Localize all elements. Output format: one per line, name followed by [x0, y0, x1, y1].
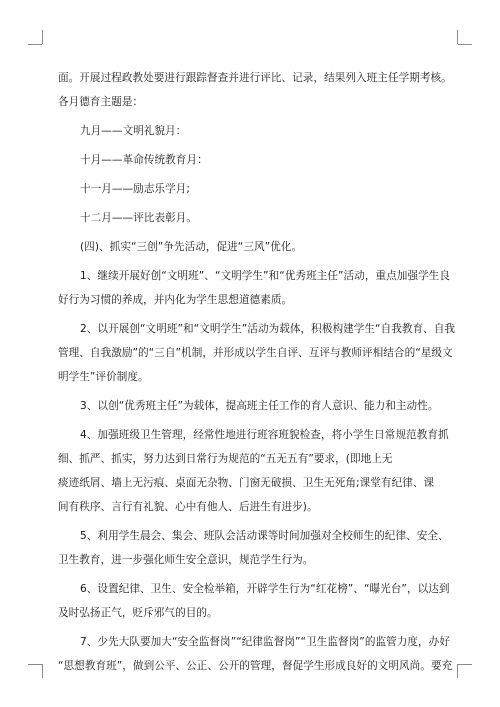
text-line: 5、利用学生晨会、集会、班队会活动课等时间加强对全校师生的纪律、安全、: [80, 530, 449, 542]
crop-mark-top-right-v: [457, 30, 458, 44]
crop-mark-bottom-right-v: [457, 664, 458, 678]
text-line: 痰迹纸屑、墙上无污痕、桌面无杂物、门窗无破损、卫生无死角;课堂有纪律、课: [58, 477, 435, 489]
crop-mark-top-right-h: [458, 44, 472, 45]
document-body: [58, 66, 456, 678]
text-line: 九月——文明礼貌月：: [80, 125, 187, 137]
text-line: 十一月——励志乐学月;: [80, 183, 191, 195]
text-line: 管理、自我激励”的“三自”机制，并形成以学生自评、互评与教师评相结合的“星级文: [58, 347, 453, 359]
crop-mark-top-left-h: [28, 44, 42, 45]
text-line: 7、少先大队要加大“安全监督岗”“纪律监督岗”“卫生监督岗”的监管力度，办好: [80, 636, 450, 648]
text-line: 各月德育主题是：: [58, 96, 144, 108]
text-line: 卫生教育，进一步强化师生安全意识，规范学生行为。: [58, 554, 314, 566]
text-line: 好行为习惯的养成，并内化为学生思想道德素质。: [58, 294, 293, 306]
text-line: 间有秩序、言行有礼貌、心中有他人、后进生有进步)。: [58, 501, 318, 513]
text-line: 十月——革命传统教育月：: [80, 154, 208, 166]
text-line: 细、抓严、抓实，努力达到日常行为规范的“五无五有”要求，(即地上无: [58, 453, 393, 465]
crop-mark-bottom-right-h: [458, 664, 472, 665]
crop-mark-bottom-left-h: [28, 664, 42, 665]
text-line: “思想教育班”，做到公平、公正、公开的管理，督促学生形成良好的文明风尚。要充: [58, 660, 453, 672]
crop-mark-bottom-left-v: [42, 664, 43, 678]
text-line: 十二月——评比表彰月。: [80, 212, 198, 224]
crop-mark-top-left-v: [42, 30, 43, 44]
text-line: 4、加强班级卫生管理，经常性地进行班容班貌检查，将小学生日常规范教育抓: [80, 429, 449, 441]
text-line: 6、设置纪律、卫生、安全检举箱，开辟学生行为“红花榜”、“曝光台”，以达到: [80, 583, 450, 595]
text-line: 2、以开展创“文明班”和“文明学生”活动为载体，积极构建学生“自我教育、自我: [80, 323, 456, 335]
text-line: (四)、抓实“三创”争先活动，促进“三风”优化。: [80, 241, 303, 253]
text-line: 3、以创“优秀班主任”为载体，提高班主任工作的育人意识、能力和主动性。: [80, 400, 439, 412]
text-line: 及时弘扬正气，贬斥邪气的目的。: [58, 607, 218, 619]
text-line: 面。开展过程政教处要进行跟踪督查并进行评比、记录，结果列入班主任学期考核。: [58, 72, 452, 84]
text-line: 1、继续开展好创“文明班”、“文明学生”和“优秀班主任”活动，重点加强学生良: [80, 270, 450, 282]
text-line: 明学生”评价制度。: [58, 371, 149, 383]
